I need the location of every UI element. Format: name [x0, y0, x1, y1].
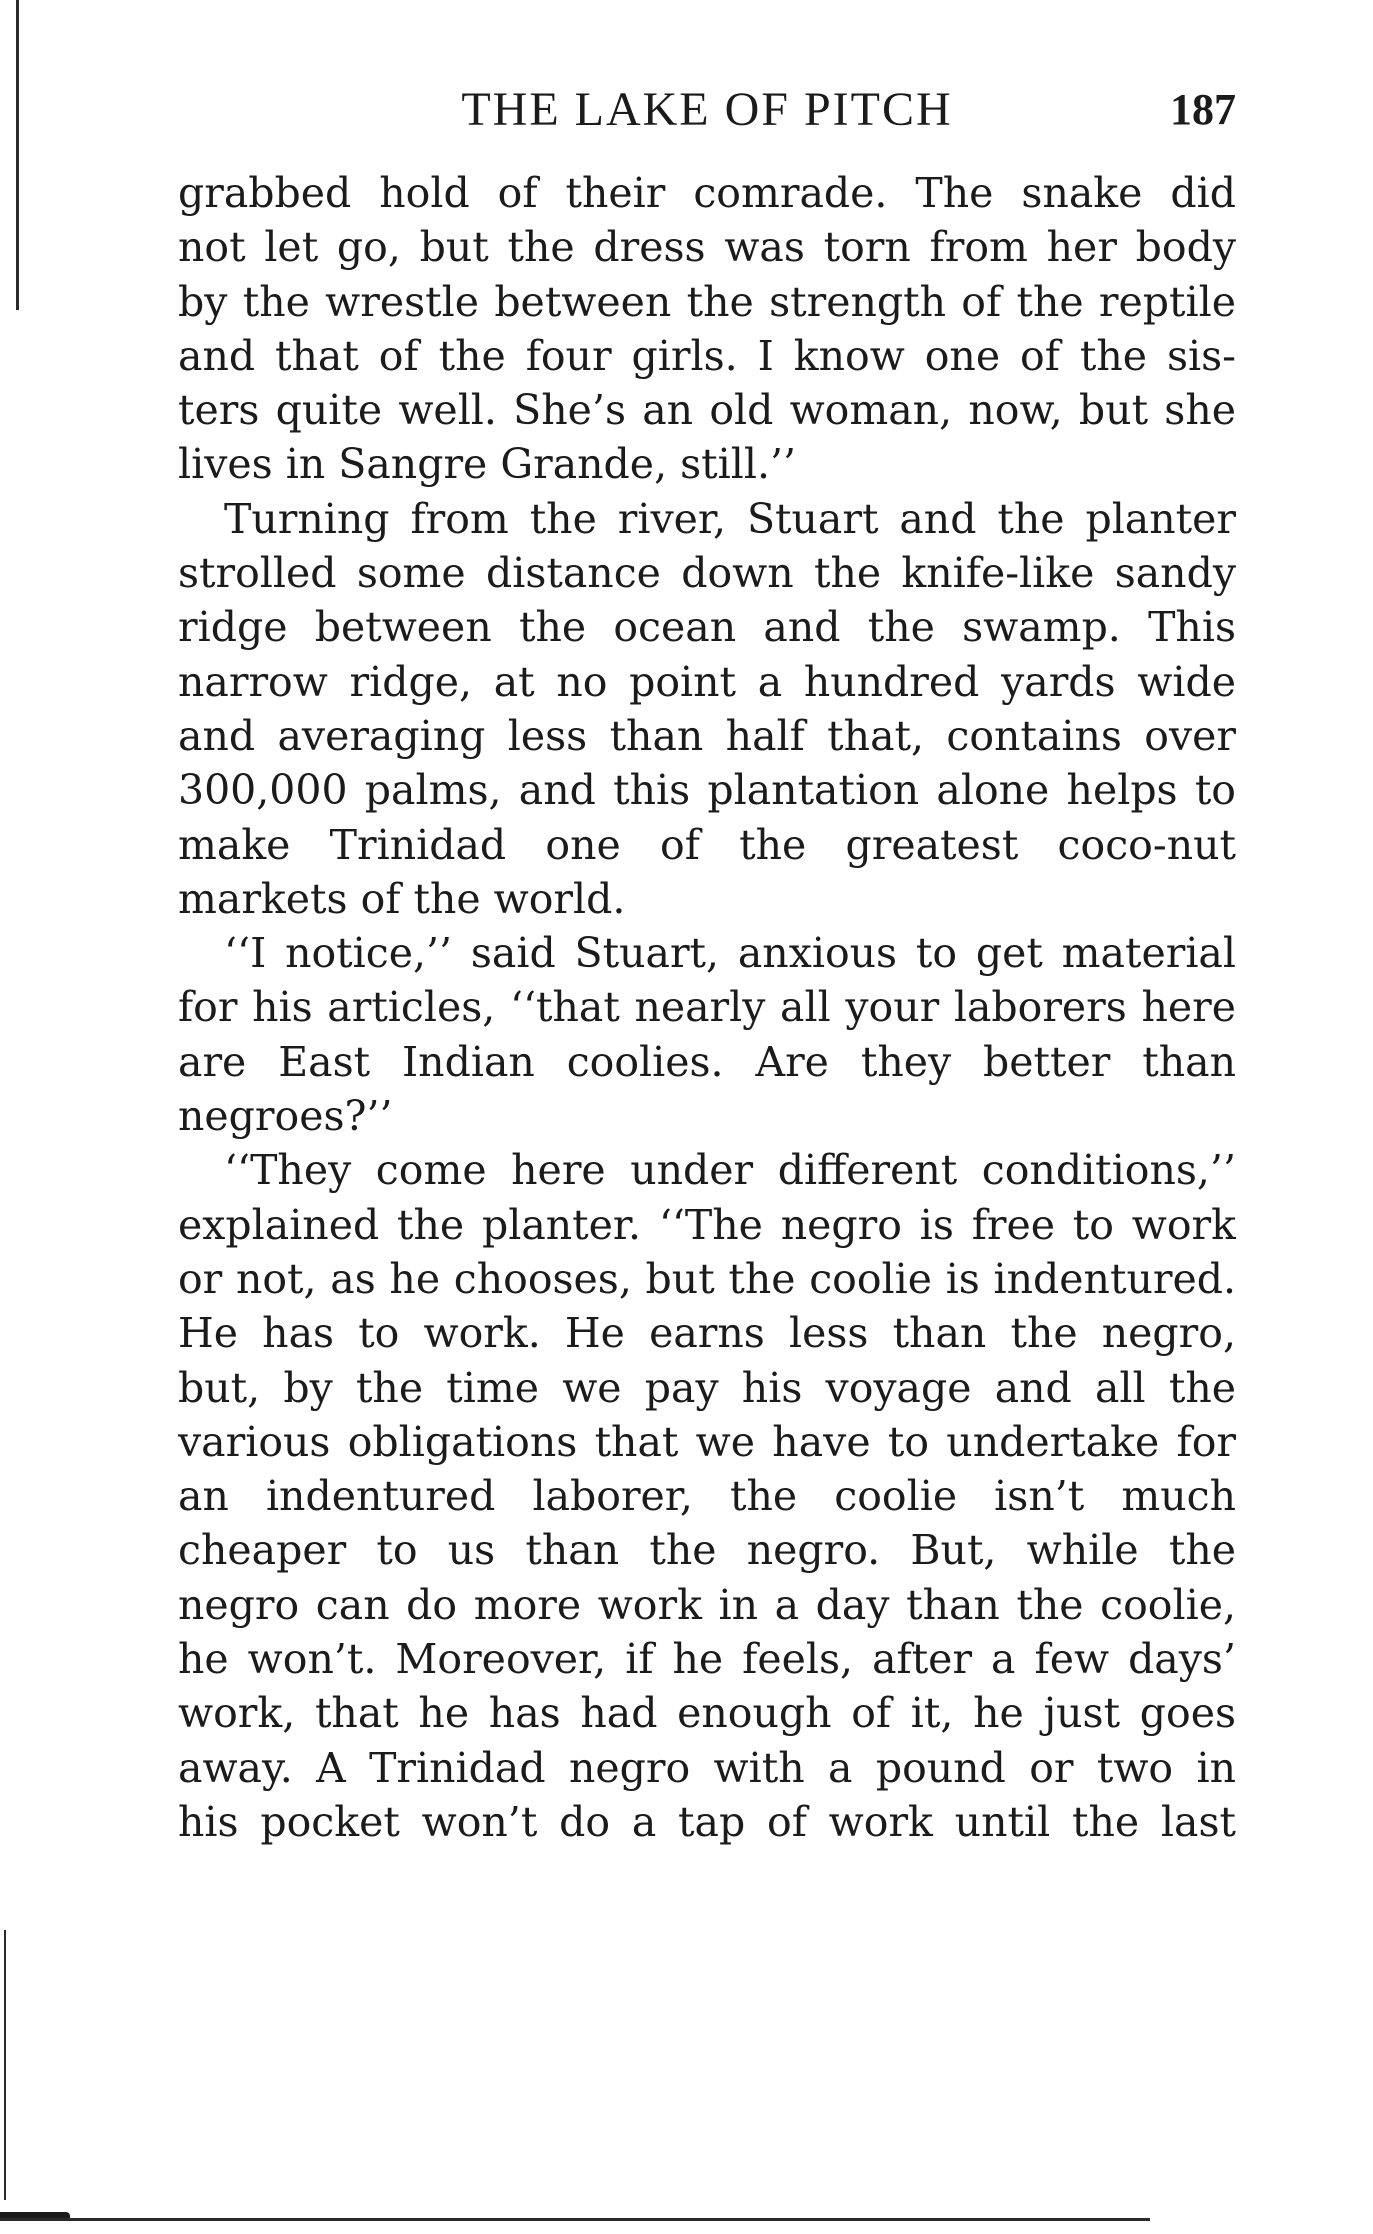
text-line: for his articles, ‘‘that nearly all your laborers here [178, 983, 1236, 1032]
text-line: he won’t. Moreover, if he feels, after a few days’ [178, 1635, 1236, 1684]
running-head: THE LAKE OF PITCH [461, 83, 953, 136]
paragraph-start-line: ‘‘They come here under different conditions,’’ [224, 1146, 1236, 1195]
text-line: make Trinidad one of the greatest coco-nut [178, 820, 1236, 869]
text-line: various obligations that we have to undertake for [178, 1417, 1236, 1466]
text-line: but, by the time we pay his voyage and all the [178, 1363, 1236, 1412]
text-line: an indentured laborer, the coolie isn’t much [178, 1472, 1236, 1521]
text-line: and that of the four girls. I know one of the sis- [178, 331, 1236, 380]
text-line: his pocket won’t do a tap of work until the last [178, 1797, 1236, 1846]
text-line: ters quite well. She’s an old woman, now, but she [178, 386, 1236, 435]
text-line: or not, as he chooses, but the coolie is indentured. [178, 1254, 1236, 1303]
scan-bottom-edge [0, 2218, 1150, 2221]
text-line: grabbed hold of their comrade. The snake did [178, 169, 1236, 217]
text-line: He has to work. He earns less than the negro, [178, 1309, 1236, 1358]
scan-edge-line-bottom [4, 1930, 6, 2200]
text-line: not let go, but the dress was torn from her body [178, 223, 1236, 272]
text-line: 300,000 palms, and this plantation alone helps to [178, 766, 1236, 815]
paragraph-start-line: ‘‘I notice,’’ said Stuart, anxious to get material [224, 929, 1236, 978]
paragraph-start-line: Turning from the river, Stuart and the planter [224, 494, 1236, 543]
text-line: work, that he has had enough of it, he just goes [178, 1689, 1236, 1738]
page-header [178, 80, 1236, 140]
text-line: lives in Sangre Grande, still.’’ [178, 440, 797, 489]
text-line: negroes?’’ [178, 1092, 393, 1141]
scan-edge-line-top [16, 0, 19, 310]
text-line: explained the planter. ‘‘The negro is free to work [178, 1200, 1236, 1249]
text-line: strolled some distance down the knife-like sandy [178, 549, 1236, 598]
text-line: by the wrestle between the strength of the reptile [178, 277, 1236, 326]
text-line: cheaper to us than the negro. But, while the [178, 1526, 1236, 1575]
text-line: and averaging less than half that, contains over [178, 711, 1236, 760]
text-line: markets of the world. [178, 874, 626, 923]
text-line: narrow ridge, at no point a hundred yards wide [178, 657, 1236, 706]
body-text [178, 166, 1236, 1849]
text-line: negro can do more work in a day than the coolie, [178, 1580, 1236, 1629]
text-line: are East Indian coolies. Are they better than [178, 1037, 1236, 1086]
text-line: ridge between the ocean and the swamp. This [178, 603, 1236, 652]
text-line: away. A Trinidad negro with a pound or two in [178, 1743, 1236, 1792]
page-number: 187 [1170, 85, 1236, 134]
